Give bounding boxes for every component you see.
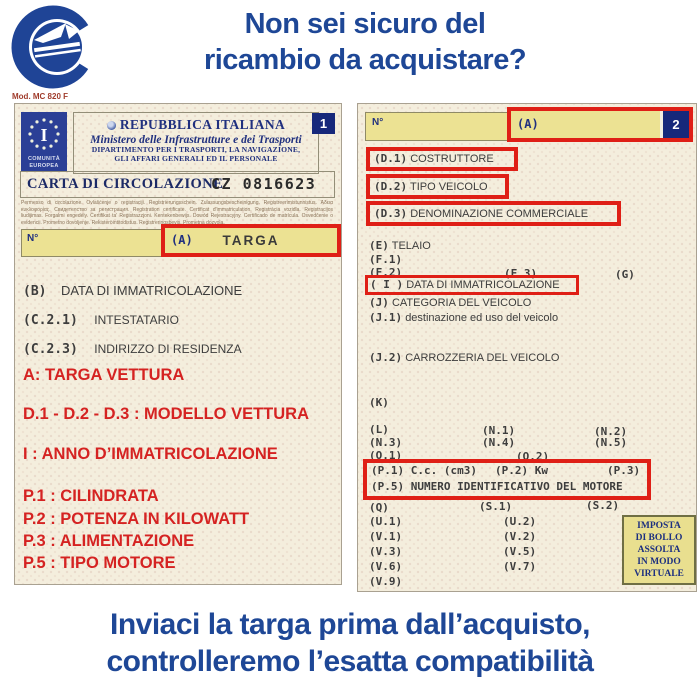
field-u1: (U.1) <box>369 515 403 528</box>
eu-caption: COMUNITÀ EUROPEA <box>27 156 61 169</box>
registration-card-page1 <box>14 103 342 585</box>
field-f2: (F.2) <box>369 266 403 279</box>
footer-line2: controlleremo l’esatta compatibilità <box>106 645 594 678</box>
note-potenza: P.2 : POTENZA IN KILOWATT <box>23 510 250 528</box>
targa-highlight-box <box>161 224 341 257</box>
republic-title: REPUBBLICA ITALIANA <box>74 117 318 133</box>
ministry-header <box>73 112 319 174</box>
eu-flag-box <box>21 112 67 172</box>
n-field-2 <box>365 112 509 141</box>
field-n5: (N.5) <box>594 436 628 449</box>
field-o2: (O.2) <box>516 450 550 463</box>
d2-highlight-box: (D.2) TIPO VEICOLO <box>366 174 509 199</box>
note-targa: A: TARGA VETTURA <box>23 366 185 384</box>
doc-title: CARTA DI CIRCOLAZIONE <box>27 176 224 192</box>
department-line1: DIPARTIMENTO PER I TRASPORTI, LA NAVIGAZIONE, <box>91 145 301 154</box>
n-field-label: N° <box>27 233 39 244</box>
page-title <box>100 6 630 78</box>
field-v3: (V.3) <box>369 545 403 558</box>
ministry-title: Ministero delle Infrastrutture e dei Trasporti <box>90 134 302 146</box>
field-v9: (V.9) <box>369 575 403 588</box>
brand-logo-icon <box>8 2 98 92</box>
field-p3: (P.3) <box>607 464 641 477</box>
field-n2: (N.2) <box>594 425 628 438</box>
field-j1: (J.1) destinazione ed uso del veicolo <box>369 311 559 324</box>
field-n3: (N.3) <box>369 436 403 449</box>
field-v5: (V.5) <box>503 545 537 558</box>
targa-field-value: TARGA <box>222 233 280 248</box>
note-tipo-motore: P.5 : TIPO MOTORE <box>23 554 176 572</box>
field-k: (K) <box>369 396 389 409</box>
d1-highlight-box: (D.1) COSTRUTTORE <box>366 147 518 171</box>
field-p2: (P.2) Kw <box>495 464 548 477</box>
eu-stars-icon <box>21 112 67 156</box>
field-q: (Q) <box>369 501 389 514</box>
field-b: (B) DATA DI IMMATRICOLAZIONE <box>23 283 243 299</box>
targa-field-code: (A) <box>171 233 193 247</box>
form-model-ref: Mod. MC 820 F <box>12 92 69 101</box>
field-u2: (U.2) <box>503 515 537 528</box>
targa-field-2-code: (A) <box>517 117 539 131</box>
field-f3: (F.3) <box>504 267 538 280</box>
field-n4: (N.4) <box>482 436 516 449</box>
i-highlight-box: ( I ) DATA DI IMMATRICOLAZIONE <box>365 275 579 295</box>
note-alimentazione: P.3 : ALIMENTAZIONE <box>23 532 195 550</box>
note-anno: I : ANNO D’IMMATRICOLAZIONE <box>23 445 278 463</box>
field-g: (G) <box>615 268 635 281</box>
eu-letter: I <box>40 125 48 145</box>
n-field <box>21 229 169 257</box>
note-cilindrata: P.1 : CILINDRATA <box>23 487 159 505</box>
note-modello: D.1 - D.2 - D.3 : MODELLO VETTURA <box>23 405 310 423</box>
registration-card-page2 <box>357 103 697 592</box>
field-v7: (V.7) <box>503 560 537 573</box>
field-s1: (S.1) <box>479 500 513 513</box>
field-f1: (F.1) <box>369 253 403 266</box>
field-c23: (C.2.3) INDIRIZZO DI RESIDENZA <box>23 342 242 357</box>
field-n1: (N.1) <box>482 424 516 437</box>
targa-highlight-box-2 <box>507 107 693 142</box>
footer-line1: Inviaci la targa prima dall’acquisto, <box>109 608 590 641</box>
brand-logo <box>8 2 98 92</box>
field-c21: (C.2.1) INTESTATARIO <box>23 313 179 328</box>
page-title-line1: Non sei sicuro del <box>244 8 486 40</box>
field-v2: (V.2) <box>503 530 537 543</box>
field-p1: (P.1) C.c. (cm3) <box>371 464 477 477</box>
n-field-2-label: N° <box>372 117 384 128</box>
italy-emblem-icon <box>107 121 116 130</box>
footer-message <box>0 606 700 680</box>
doc-title-row <box>20 171 335 198</box>
field-p5: (P.5) NUMERO IDENTIFICATIVO DEL MOTORE <box>371 480 623 493</box>
imposta-di-bollo-stamp: IMPOSTA DI BOLLO ASSOLTA IN MODO VIRTUALE <box>622 515 696 585</box>
field-v1: (V.1) <box>369 530 403 543</box>
department-line2: GLI AFFARI GENERALI ED IL PERSONALE <box>114 153 278 163</box>
field-j2: (J.2) CARROZZERIA DEL VEICOLO <box>369 351 560 364</box>
field-s2: (S.2) <box>586 499 620 512</box>
p-highlight-box <box>363 459 651 500</box>
page2-number-badge: 2 <box>663 111 689 138</box>
field-j: (J) CATEGORIA DEL VEICOLO <box>369 296 532 309</box>
multilingual-fineprint: Permesso di circolazione. Ovlašćenje o registraciji. Registrierungsschein. Zulassungsbescheinigung. Registreerimistunnistus. Άδεια κυκλοφορίας. Свидетелство за регистрация. Registration certificate. Certificat d'immatriculation. Registrácia vozidla. Registracijos liudijimas. Forgalmi engedély. Ċertifikat ta' Reġistrazzjoni. Kentekenbewijs. Dowód Rejestracyjny. Certificado de matrícula. Osvedčenie o evidencii. Prometno dovoljenje. Rekisteröintitodistus. Registreringsbevis. Prometna dozvola. <box>21 200 333 226</box>
field-v6: (V.6) <box>369 560 403 573</box>
d3-highlight-box: (D.3) DENOMINAZIONE COMMERCIALE <box>366 201 621 226</box>
page-title-line2: ricambio da acquistare? <box>203 44 527 76</box>
page1-number-badge: 1 <box>312 113 335 134</box>
field-l: (L) <box>369 423 389 436</box>
field-o1: (O.1) <box>369 449 403 462</box>
doc-serial: CZ 0816623 <box>211 175 317 193</box>
field-e: (E) TELAIO <box>369 239 431 252</box>
